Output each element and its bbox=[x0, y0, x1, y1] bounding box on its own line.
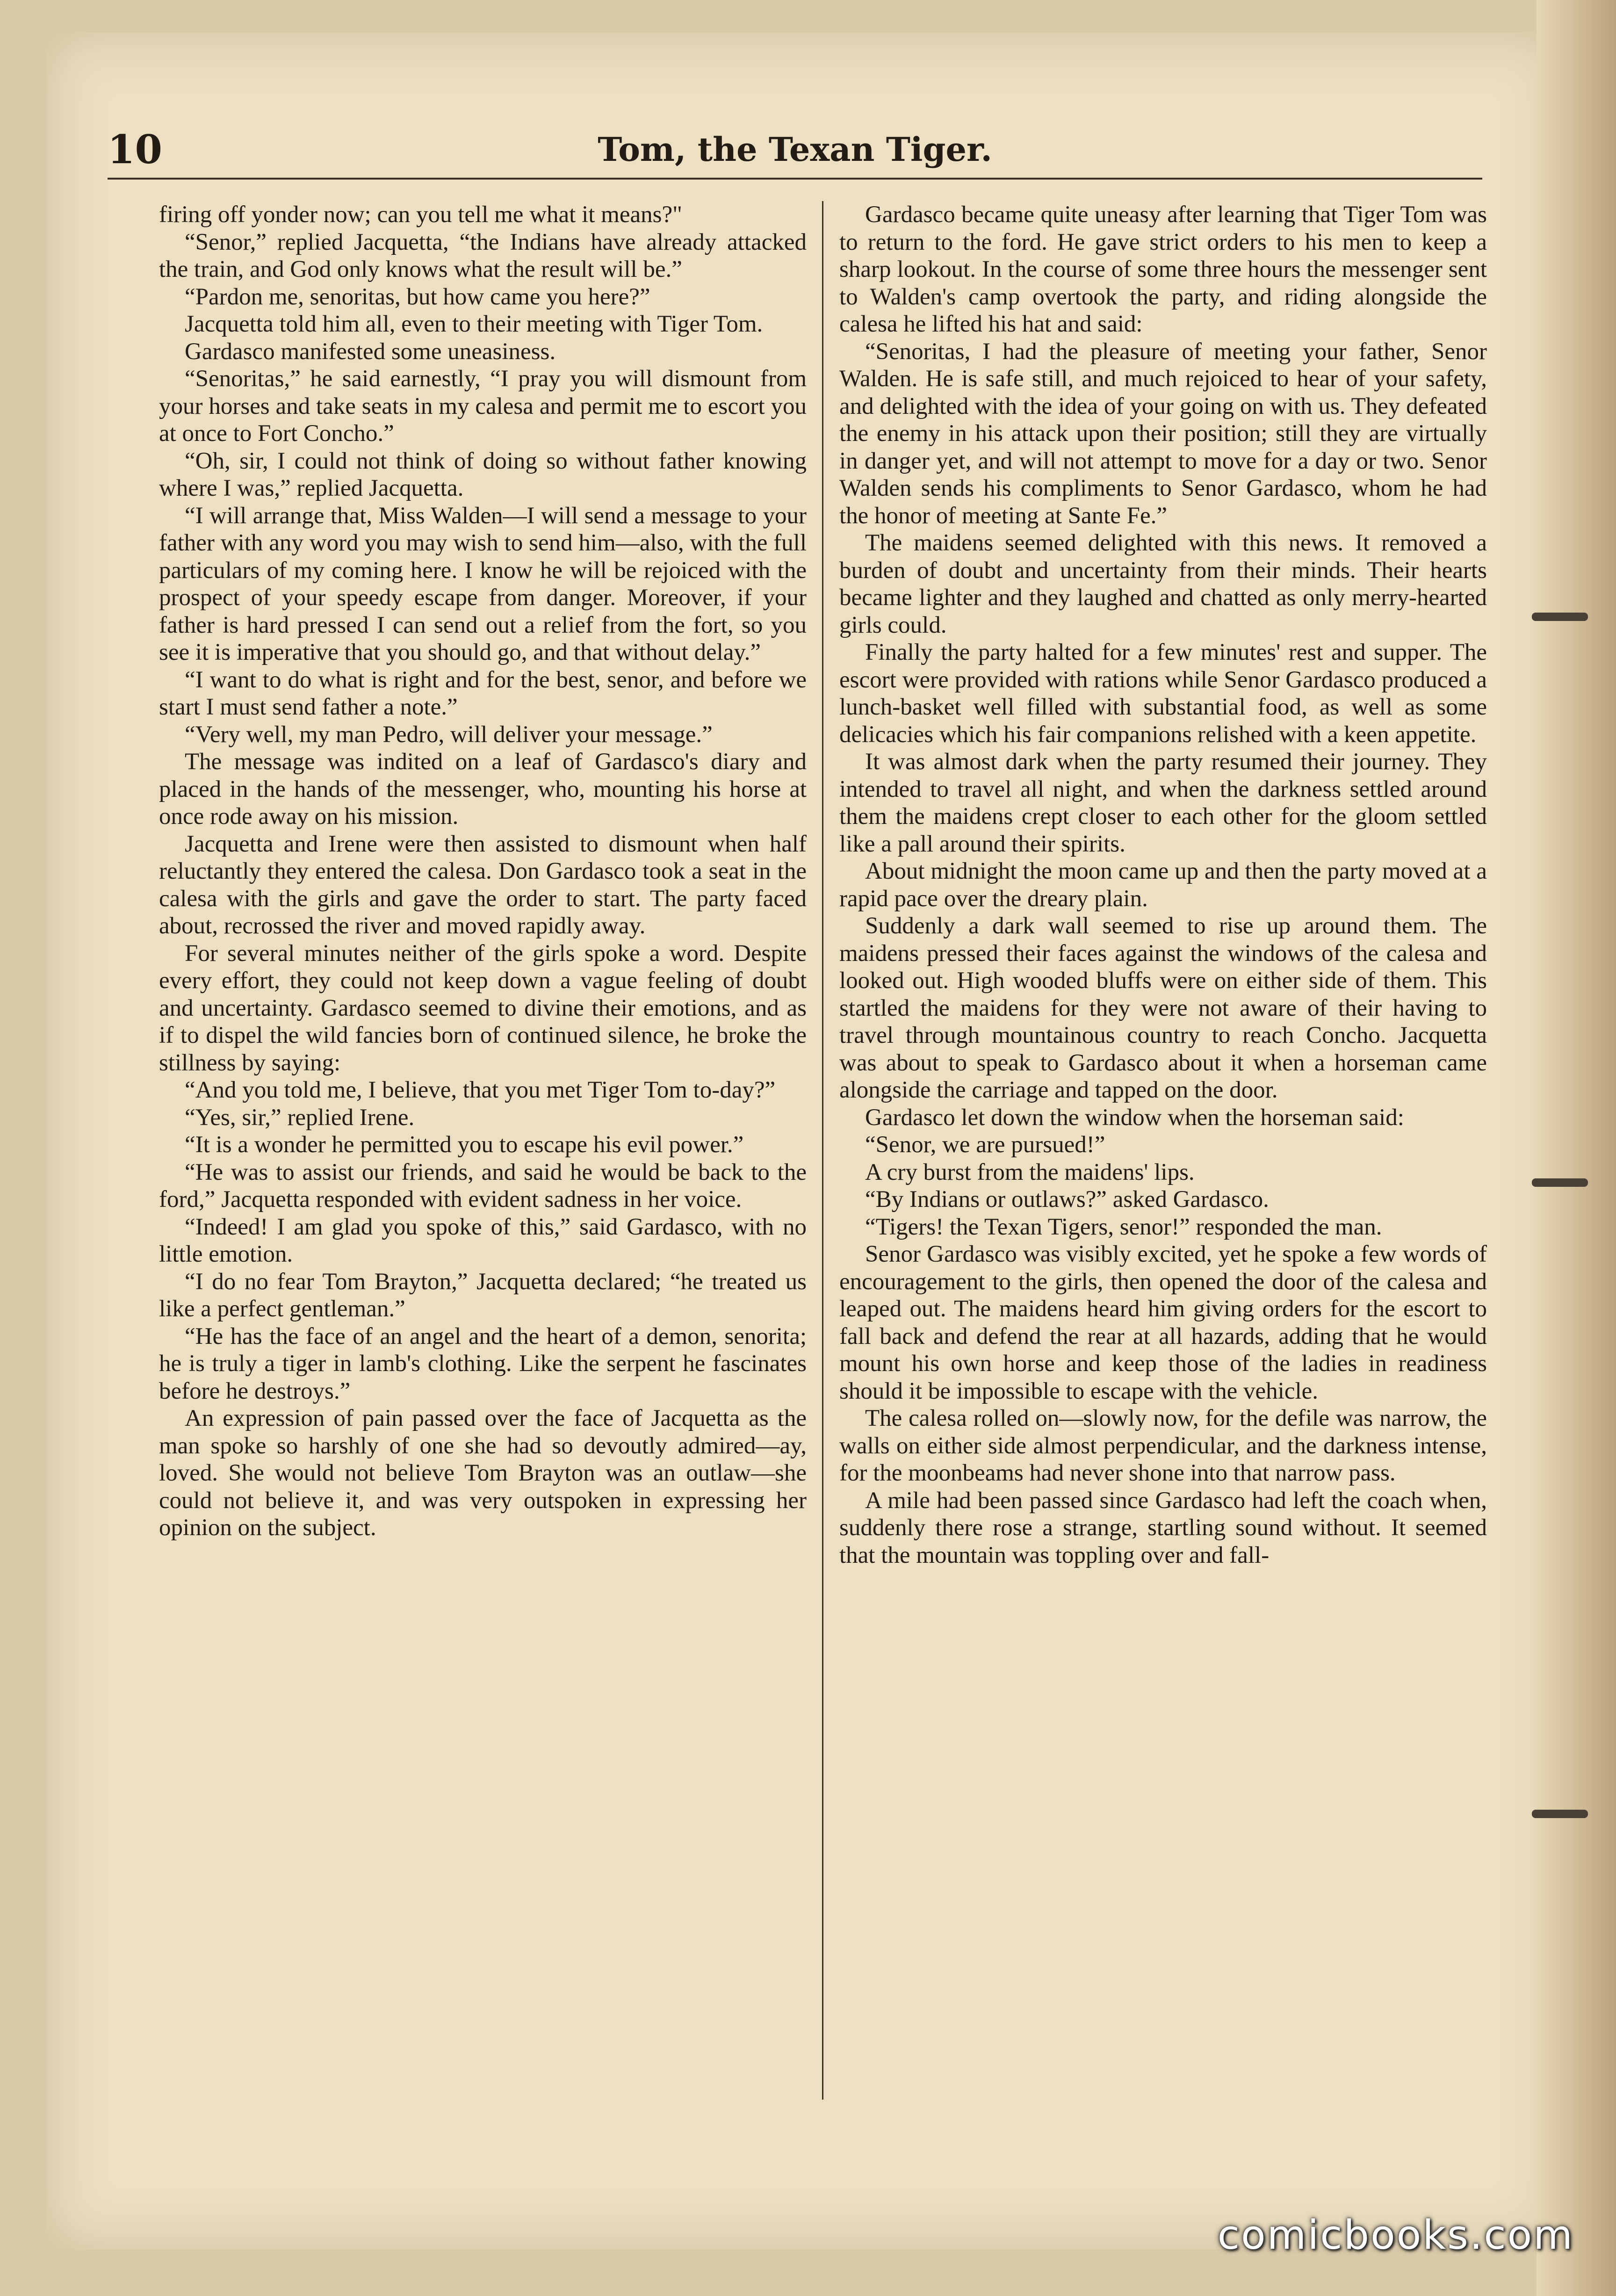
staple bbox=[1532, 1810, 1588, 1818]
column-rule bbox=[822, 201, 823, 2100]
paragraph: An expression of pain passed over the face of Jacquetta as the man spoke so harshly of one she had so devoutly admired—ay, loved. She would not believe Tom Brayton was an outlaw—she could not believe it, and was very outspoken in expressing her opinion on the subject. bbox=[159, 1405, 807, 1541]
paragraph: The message was indited on a leaf of Gardasco's diary and placed in the hands of the messenger, who, mounting his horse at once rode away on his mission. bbox=[159, 749, 807, 830]
paragraph: “Senor, we are pursued!” bbox=[865, 1132, 1105, 1158]
paragraph: “Very well, my man Pedro, will deliver your message.” bbox=[185, 721, 713, 748]
paragraph: Jacquetta and Irene were then assisted to dismount when half reluctantly they entered the calesa. Don Gardasco took a seat in the calesa with the girls and gave the order to start. The party faced about, recrossed the river and moved rapidly away. bbox=[159, 830, 807, 939]
paragraph: Gardasco manifested some uneasiness. bbox=[185, 338, 556, 365]
paragraph: “Tigers! the Texan Tigers, senor!” responded the man. bbox=[865, 1213, 1382, 1240]
page-spine bbox=[1537, 0, 1616, 2296]
paragraph: “Pardon me, senoritas, but how came you here?” bbox=[185, 283, 650, 310]
paragraph: firing off yonder now; can you tell me what it means?" bbox=[159, 202, 682, 228]
paragraph: A cry burst from the maidens' lips. bbox=[865, 1159, 1195, 1185]
text-columns bbox=[159, 201, 1487, 2100]
paragraph: “Senoritas, I had the pleasure of meeting your father, Senor Walden. He is safe still, and much rejoiced to hear of your safety, and delighted with the idea of your going on with us. They defeated the enemy in his attack upon their position; still they are virtually in danger yet, and will not attempt to move for a day or two. Senor Walden sends his compliments to Senor Gardasco, whom he had the honor of meeting at Sante Fe.” bbox=[839, 338, 1487, 529]
paragraph: “He has the face of an angel and the heart of a demon, senorita; he is truly a tiger in lamb's clothing. Like the serpent he fascinates before he destroys.” bbox=[159, 1323, 807, 1404]
paragraph: Gardasco became quite uneasy after learning that Tiger Tom was to return to the ford. He gave strict orders to his men to keep a sharp lookout. In the course of some three hours the messenger sent to Walden's camp overtook the party, and riding alongside the calesa he lifted his hat and said: bbox=[839, 202, 1487, 337]
paragraph: “I will arrange that, Miss Walden—I will send a message to your father with any word you may wish to send him—also, with the full particulars of my coming here. I know he will be rejoiced with the prospect of your speedy escape from danger. Moreover, if your father is hard pressed I can send out a relief from the fort, so you see it is imperative that you should go, and that without delay.” bbox=[159, 502, 807, 665]
paragraph: “Indeed! I am glad you spoke of this,” said Gardasco, with no little emotion. bbox=[159, 1213, 807, 1267]
paragraph: “By Indians or outlaws?” asked Gardasco. bbox=[865, 1186, 1269, 1213]
paragraph: About midnight the moon came up and then the party moved at a rapid pace over the dreary plain. bbox=[839, 858, 1487, 912]
paragraph: “He was to assist our friends, and said he would be back to the ford,” Jacquetta responded with evident sadness in her voice. bbox=[159, 1159, 807, 1213]
watermark: comicbooks.com bbox=[1217, 2212, 1574, 2259]
paragraph: Gardasco let down the window when the horseman said: bbox=[865, 1104, 1404, 1131]
page-number: 10 bbox=[108, 126, 162, 173]
paragraph: “Senoritas,” he said earnestly, “I pray you will dismount from your horses and take seats in my calesa and permit me to escort you at once to Fort Concho.” bbox=[159, 366, 807, 447]
staple bbox=[1532, 613, 1588, 621]
paragraph: “Senor,” replied Jacquetta, “the Indians have already attacked the train, and God only knows what the result will be.” bbox=[159, 229, 807, 282]
paragraph: Finally the party halted for a few minutes' rest and supper. The escort were provided with rations while Senor Gardasco produced a lunch-basket well filled with substantial food, as well as some delicacies which his fair companions relished with a keen appetite. bbox=[839, 639, 1487, 748]
paragraph: The maidens seemed delighted with this news. It removed a burden of doubt and uncertainty from their minds. Their hearts became lighter and they laughed and chatted as only merry-hearted girls could. bbox=[839, 530, 1487, 638]
paragraph: Senor Gardasco was visibly excited, yet he spoke a few words of encouragement to the girls, then opened the door of the calesa and leaped out. The maidens heard him giving orders for the escort to fall back and defend the rear at all hazards, adding that he would mount his own horse and keep those of the ladies in readiness should it be impossible to escape with the vehicle. bbox=[839, 1241, 1487, 1404]
paragraph: “It is a wonder he permitted you to escape his evil power.” bbox=[185, 1132, 744, 1158]
paragraph: A mile had been passed since Gardasco had left the coach when, suddenly there rose a strange, startling sound without. It seemed that the mountain was toppling over and fall- bbox=[839, 1487, 1487, 1568]
paragraph: “Yes, sir,” replied Irene. bbox=[185, 1104, 415, 1131]
paragraph: The calesa rolled on—slowly now, for the defile was narrow, the walls on either side almost perpendicular, and the darkness intense, for the moonbeams had never shone into that narrow pass. bbox=[839, 1405, 1487, 1486]
paragraph: “Oh, sir, I could not think of doing so without father knowing where I was,” replied Jacquetta. bbox=[159, 448, 807, 501]
paragraph: Jacquetta told him all, even to their meeting with Tiger Tom. bbox=[185, 311, 763, 337]
paragraph: “I do no fear Tom Brayton,” Jacquetta declared; “he treated us like a perfect gentleman.” bbox=[159, 1268, 807, 1322]
paragraph: “I want to do what is right and for the best, senor, and before we start I must send father a note.” bbox=[159, 666, 807, 720]
paragraph: “And you told me, I believe, that you met Tiger Tom to-day?” bbox=[185, 1077, 776, 1103]
running-title: Tom, the Texan Tiger. bbox=[598, 130, 992, 169]
paragraph: For several minutes neither of the girls spoke a word. Despite every effort, they could not keep down a vague feeling of doubt and uncertainty. Gardasco seemed to divine their emotions, and as if to dispel the wild fancies born of continued silence, he broke the stillness by saying: bbox=[159, 940, 807, 1076]
paragraph: It was almost dark when the party resumed their journey. They intended to travel all night, and when the darkness settled around them the maidens crept closer to each other for the gloom settled like a pall around their spirits. bbox=[839, 749, 1487, 857]
right-column bbox=[839, 201, 1487, 2100]
left-column bbox=[159, 201, 807, 2100]
page-header bbox=[108, 122, 1482, 180]
staple bbox=[1532, 1178, 1588, 1187]
paragraph: Suddenly a dark wall seemed to rise up around them. The maidens pressed their faces against the windows of the calesa and looked out. High wooded bluffs were on either side of them. This startled the maidens for they were not aware of their having to travel through mountainous country to reach Concho. Jacquetta was about to speak to Gardasco about it when a horseman came alongside the carriage and tapped on the door. bbox=[839, 913, 1487, 1103]
